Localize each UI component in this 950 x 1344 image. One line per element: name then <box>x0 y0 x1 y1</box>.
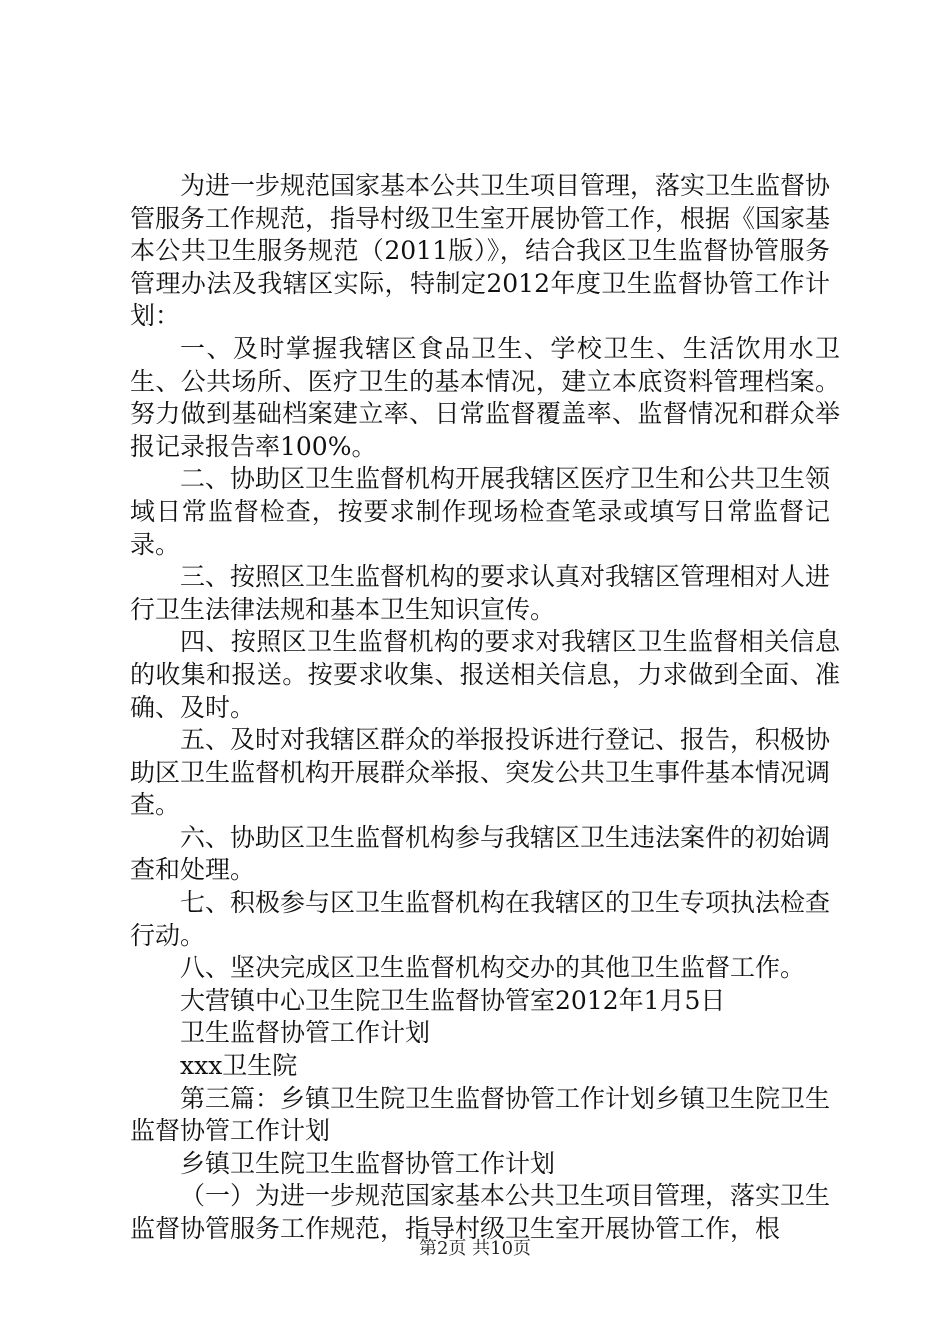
signature-line: 大营镇中心卫生院卫生监督协管室2012年1月5日 <box>180 985 726 1015</box>
section-heading: 第三篇：乡镇卫生院卫生监督协管工作计划乡镇卫生院卫生监督协管工作计划 <box>130 1083 831 1146</box>
plan-title: 卫生监督协管工作计划 <box>180 1018 431 1048</box>
document-body <box>130 170 840 1246</box>
paragraph-section-item-1: （一）为进一步规范国家基本公共卫生项目管理，落实卫生监督协管服务工作规范，指导村级卫生室开展协管工作，根 <box>130 1181 831 1243</box>
section-subtitle: 乡镇卫生院卫生监督协管工作计划 <box>180 1148 556 1178</box>
paragraph-item-5: 五、及时对我辖区群众的举报投诉进行登记、报告，积极协助区卫生监督机构开展群众举报、突发公共卫生事件基本情况调查。 <box>130 725 831 820</box>
paragraph-item-2: 二、协助区卫生监督机构开展我辖区医疗卫生和公共卫生领域日常监督检查，按要求制作现场检查笔录或填写日常监督记录。 <box>130 464 831 559</box>
paragraph-item-1: 一、及时掌握我辖区食品卫生、学校卫生、生活饮用水卫生、公共场所、医疗卫生的基本情况，建立本底资料管理档案。努力做到基础档案建立率、日常监督覆盖率、监督情况和群众举报记录报告率100%。 <box>130 333 840 461</box>
paragraph-item-4: 四、按照区卫生监督机构的要求对我辖区卫生监督相关信息的收集和报送。按要求收集、报送相关信息，力求做到全面、准确、及时。 <box>130 627 840 722</box>
paragraph-item-7: 七、积极参与区卫生监督机构在我辖区的卫生专项执法检查行动。 <box>130 888 831 950</box>
paragraph-item-8: 八、坚决完成区卫生监督机构交办的其他卫生监督工作。 <box>180 953 806 983</box>
page-number-footer: 第2页 共10页 <box>418 1238 532 1259</box>
hospital-name: xxx卫生院 <box>180 1051 298 1081</box>
paragraph-item-3: 三、按照区卫生监督机构的要求认真对我辖区管理相对人进行卫生法律法规和基本卫生知识宣传。 <box>130 562 831 624</box>
paragraph-intro: 为进一步规范国家基本公共卫生项目管理，落实卫生监督协管服务工作规范，指导村级卫生室开展协管工作，根据《国家基本公共卫生服务规范（2011版）》，结合我区卫生监督协管服务管理办法及我辖区实际，特制定2012年度卫生监督协管工作计划： <box>130 171 831 331</box>
paragraph-item-6: 六、协助区卫生监督机构参与我辖区卫生违法案件的初始调查和处理。 <box>130 822 831 885</box>
